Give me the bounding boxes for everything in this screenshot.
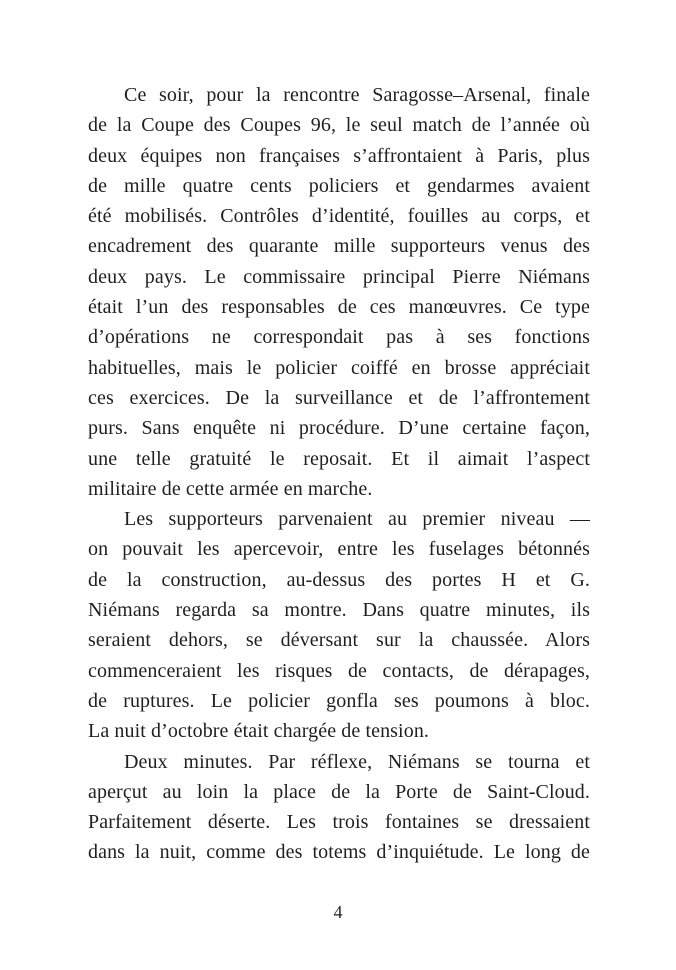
paragraph [88, 80, 590, 504]
text-line: de mille quatre cents policiers et gendarmes avaient [88, 174, 590, 197]
text-line: était l’un des responsables de ces manœuvres. Ce type [88, 296, 590, 319]
text-line: encadrement des quarante mille supporteurs venus des [88, 235, 590, 258]
text-line: Les supporteurs parvenaient au premier niveau — [124, 508, 590, 531]
text-line: purs. Sans enquête ni procédure. D’une certaine façon, [88, 417, 590, 440]
page-number: 4 [333, 902, 343, 922]
text-line: habituelles, mais le policier coiffé en brosse appréciait [88, 356, 590, 379]
text-line: Parfaitement déserte. Les trois fontaines se dressaient [88, 811, 590, 834]
text-line: deux équipes non françaises s’affrontaient à Paris, plus [88, 144, 590, 167]
text-line: commenceraient les risques de contacts, de dérapages, [88, 659, 590, 682]
paragraph [88, 747, 590, 868]
text-line: ces exercices. De la surveillance et de l’affrontement [88, 386, 590, 409]
paragraph [88, 504, 590, 746]
text-line: de ruptures. Le policier gonfla ses poumons à bloc. [88, 689, 590, 712]
text-line: Niémans regarda sa montre. Dans quatre minutes, ils [88, 599, 590, 622]
text-line: d’opérations ne correspondait pas à ses fonctions [88, 326, 590, 349]
text-column [88, 80, 590, 868]
text-line: deux pays. Le commissaire principal Pierre Niémans [88, 265, 590, 288]
text-line: de la construction, au-dessus des portes H et G. [88, 568, 590, 591]
text-line: Deux minutes. Par réflexe, Niémans se tourna et [124, 750, 590, 773]
text-line: seraient dehors, se déversant sur la chaussée. Alors [88, 629, 590, 652]
text-line: on pouvait les apercevoir, entre les fuselages bétonnés [88, 538, 590, 561]
text-line: une telle gratuité le reposait. Et il aimait l’aspect [88, 447, 590, 470]
text-line: été mobilisés. Contrôles d’identité, fouilles au corps, et [88, 205, 590, 228]
text-line: aperçut au loin la place de la Porte de Saint-Cloud. [88, 780, 590, 803]
text-line: La nuit d’octobre était chargée de tension. [88, 720, 430, 743]
text-line: de la Coupe des Coupes 96, le seul match de l’année où [88, 114, 590, 137]
text-line: dans la nuit, comme des totems d’inquiétude. Le long de [88, 841, 590, 864]
text-line: militaire de cette armée en marche. [88, 477, 373, 500]
text-line: Ce soir, pour la rencontre Saragosse–Arsenal, finale [124, 84, 590, 106]
